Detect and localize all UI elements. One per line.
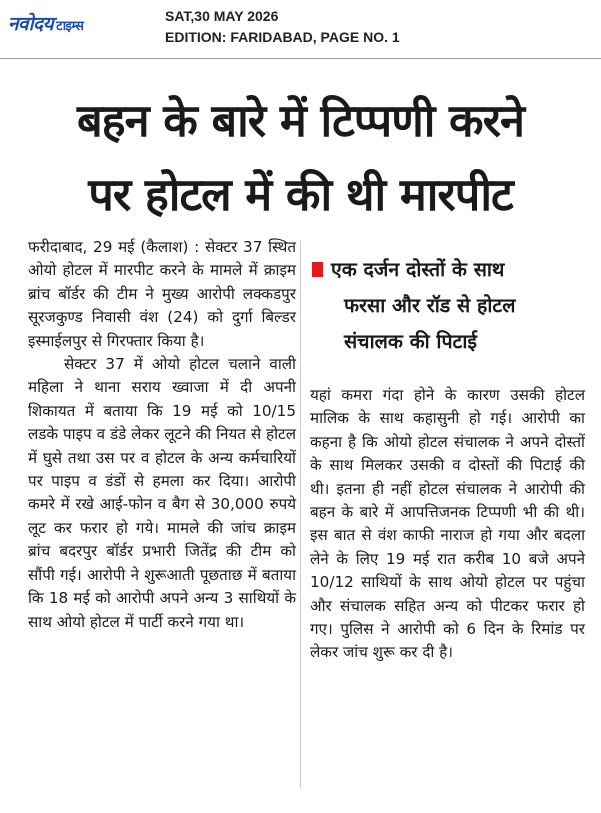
red-bullet-icon [312, 262, 323, 277]
subheadline-line-2: फरसा और रॉड से होटल [344, 294, 516, 317]
logo-main-text: नवोदय [8, 13, 54, 35]
issue-date: SAT,30 MAY 2026 [165, 8, 279, 24]
edition-info [165, 6, 400, 48]
headline-line-2: पर होटल में की थी मारपीट [88, 168, 513, 221]
article-column-left [28, 236, 296, 634]
article-paragraph-2: सेक्टर 37 में ओयो होटल चलाने वाली महिला ने थाना सराय ख्वाजा में दी अपनी शिकायत में बताया कि 19 मई को 10/15 लडके पाइप व डंडे लेकर लूटने की नियत से होटल में घुसे तथा उस पर व होटल के अन्य कर्मचारियों पर पाइप व डंडों से हमला कर दिया। आरोपी कमरे में रखे आई-फोन व बैग से 30,000 रुपये लूट कर फरार हो गये। मामले की जांच क्राइम ब्रांच बदरपुर बॉर्डर प्रभारी जितेंद्र की टीम को सौंपी गई। आरोपी ने शुरूआती पूछताछ में बताया कि 18 मई को आरोपी अपने अन्य 3 साथियों के साथ ओयो होटल में पार्टी करने गया था। [28, 355, 296, 631]
article-paragraph-1: फरीदाबाद, 29 मई (कैलाश) : सेक्टर 37 स्थित ओयो होटल में मारपीट करने के मामले में क्राइम ब्रांच बॉर्डर की टीम ने मुख्य आरोपी लक्कडपुर सूरजकुण्ड निवासी वंश (24) को दुर्गा बिल्डर इस्माईलपुर से गिरफ्तार किया है। [28, 238, 296, 350]
masthead [0, 0, 601, 58]
headline-line-1: बहन के बारे में टिप्पणी करने [76, 94, 524, 147]
edition-page: EDITION: FARIDABAD, PAGE NO. 1 [165, 29, 400, 45]
article-column-right [310, 384, 585, 665]
subheadline-line-3: संचालक की पिटाई [344, 330, 477, 353]
newspaper-logo [8, 10, 83, 36]
headline [0, 84, 601, 232]
subheadline [312, 252, 582, 360]
article-paragraph-3: यहां कमरा गंदा होने के कारण उसकी होटल मालिक के साथ कहासुनी हो गई। आरोपी का कहना है कि ओयो होटल संचालक ने अपने दोस्तों के साथ मिलकर उसकी व दोस्तों की पिटाई की थी। इतना ही नहीं होटल संचालक ने आरोपी की बहन के बारे में आपत्तिजनक टिप्पणी भी की थी। इस बात से वंश काफी नाराज हो गया और बदला लेने के लिए 19 मई रात करीब 10 बजे अपने 10/12 साथियों के साथ ओयो होटल पर पहुंचा और संचालक सहित अन्य को पीटकर फरार हो गए। पुलिस ने आरोपी को 6 दिन के रिमांड पर लेकर जांच शुरू कर दी है। [310, 386, 585, 662]
masthead-divider [0, 58, 601, 59]
logo-sub-text: टाइम्स [56, 19, 84, 34]
subheadline-line-1-wrap [312, 252, 582, 288]
subheadline-line-1: एक दर्जन दोस्तों के साथ [331, 258, 505, 281]
column-divider [300, 240, 301, 788]
